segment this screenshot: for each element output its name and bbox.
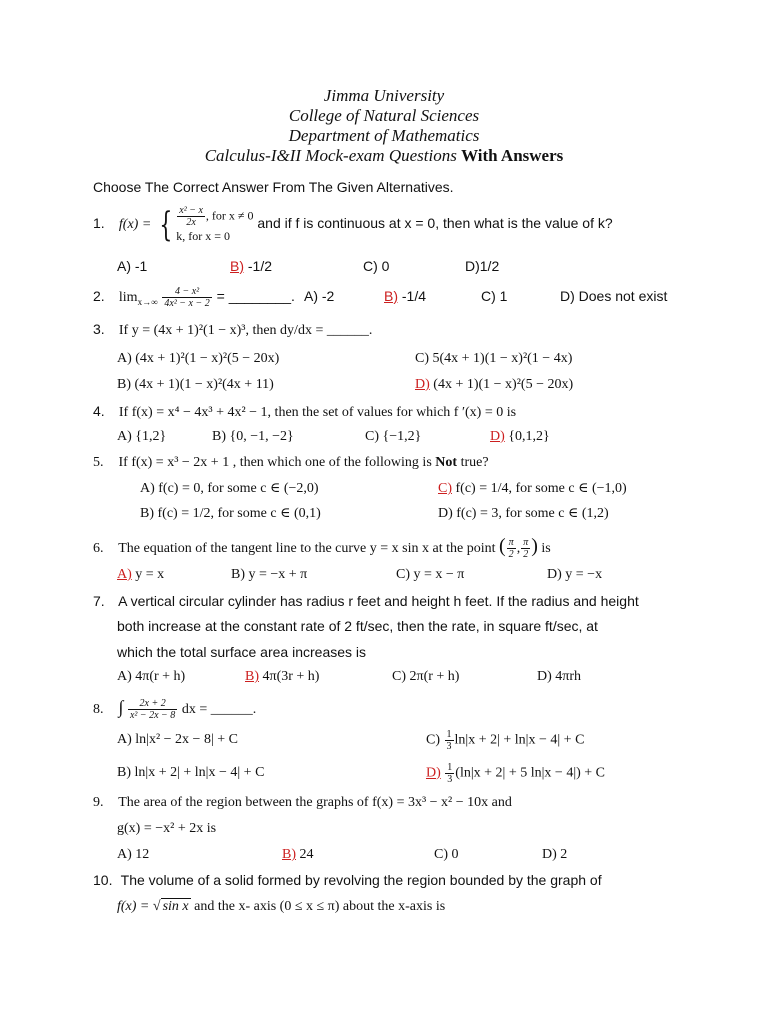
option-c: C) y = x − π bbox=[396, 567, 465, 582]
point-x-num: π bbox=[508, 537, 514, 549]
option-c: C) 0 bbox=[434, 847, 459, 862]
question-number: 7. bbox=[93, 593, 105, 609]
option-d: D) {0,1,2} bbox=[490, 429, 550, 444]
question-10-line-1: The volume of a solid formed by revolving the region bounded by the graph of bbox=[120, 872, 602, 888]
function-label: f(x) = bbox=[117, 899, 153, 914]
option-a: A) y = x bbox=[117, 567, 165, 582]
option-d: D) $\frac{1}{3}$ (ln|x + 2| + 5 ln|x − 4|) + C bbox=[426, 762, 606, 785]
question-number: 8. bbox=[93, 702, 104, 717]
option-d: D) Does not exist bbox=[560, 288, 668, 304]
question-6-text: The equation of the tangent line to the curve y = x sin x at the point bbox=[118, 541, 496, 556]
question-9-line-2: g(x) = −x² + 2x is bbox=[117, 821, 217, 836]
option-a: A) ln|x² − 2x − 8| + C bbox=[117, 732, 238, 747]
option-b: B) {0, −1, −2} bbox=[212, 429, 294, 444]
option-b: B) 24 bbox=[282, 847, 314, 862]
question-10 bbox=[93, 871, 602, 889]
exam-title bbox=[0, 146, 768, 166]
option-d: D)1/2 bbox=[465, 258, 500, 274]
answer-marker: D) bbox=[490, 429, 505, 444]
piece-two: k, for x = 0 bbox=[176, 229, 231, 243]
option-c: C) 1 bbox=[481, 288, 508, 304]
option-a: A) 4π(r + h) bbox=[117, 669, 186, 684]
option-c: C) {−1,2} bbox=[365, 429, 422, 444]
option-b: B) y = −x + π bbox=[231, 567, 308, 582]
option-a: A) {1,2} bbox=[117, 429, 167, 444]
question-2 bbox=[93, 284, 295, 314]
option-b: B) f(c) = 1/2, for some c ∈ (0,1) bbox=[140, 506, 321, 521]
question-number: 2. bbox=[93, 288, 105, 304]
question-8 bbox=[93, 694, 256, 723]
piece-condition: , for x ≠ 0 bbox=[205, 208, 254, 223]
integral-blank: dx = ______. bbox=[181, 702, 257, 717]
option-b: B) -1/4 bbox=[384, 288, 427, 304]
answer-marker: B) bbox=[384, 288, 398, 304]
option-c: C) 5(4x + 1)(1 − x)²(1 − 4x) bbox=[415, 351, 573, 366]
answer-marker: B) bbox=[282, 847, 296, 862]
option-a: A) (4x + 1)²(1 − x)²(5 − 20x) bbox=[117, 351, 280, 366]
question-10-line-2 bbox=[117, 898, 445, 916]
piecewise-cases bbox=[176, 205, 253, 244]
question-10-tail: and the x- axis (0 ≤ x ≤ π) about the x-axis is bbox=[194, 899, 446, 914]
university-name: Jimma University bbox=[323, 86, 445, 105]
option-d: D) y = −x bbox=[547, 567, 603, 582]
option-b: B) -1/2 bbox=[230, 258, 273, 274]
question-7-line-2: both increase at the constant rate of 2 ft/sec, then the rate, in square ft/sec, at bbox=[117, 618, 598, 634]
course-title: Calculus-I&II Mock-exam Questions bbox=[204, 146, 457, 165]
question-7-line-3: which the total surface area increases is bbox=[117, 644, 367, 660]
option-a: A) 12 bbox=[117, 847, 150, 862]
point-y-den: 2 bbox=[523, 549, 529, 561]
option-a: A) -2 bbox=[304, 288, 335, 304]
question-number: 5. bbox=[93, 455, 104, 470]
answer-marker: A) bbox=[117, 567, 132, 582]
option-a: A) f(c) = 0, for some c ∈ (−2,0) bbox=[140, 481, 319, 496]
with-answers-label: With Answers bbox=[461, 146, 564, 165]
point-y-num: π bbox=[523, 537, 529, 549]
question-number: 6. bbox=[93, 541, 104, 556]
limit-symbol: lim bbox=[118, 290, 138, 305]
option-c: C) $\frac{1}{3}$ ln|x + 2| + ln|x − 4| + C bbox=[426, 729, 585, 752]
option-d: D) f(c) = 3, for some c ∈ (1,2) bbox=[438, 506, 609, 521]
limit-blank: = ________. bbox=[216, 288, 295, 304]
question-number: 4. bbox=[93, 403, 105, 419]
option-b: B) 4π(3r + h) bbox=[245, 669, 320, 684]
option-d: D) 2 bbox=[542, 847, 568, 862]
option-d: D) 4πrh bbox=[537, 669, 582, 684]
answer-marker: B) bbox=[245, 669, 259, 684]
question-number: 10. bbox=[93, 872, 113, 888]
piece-numerator: x² − x bbox=[179, 205, 203, 216]
piecewise-brace: { bbox=[159, 204, 173, 245]
limit-denominator: 4x² − x − 2 bbox=[164, 297, 210, 309]
third-den: 3 bbox=[446, 741, 452, 752]
question-7-line-1: A vertical circular cylinder has radius r feet and height h feet. If the radius and height bbox=[118, 593, 639, 609]
limit-numerator: 4 − x² bbox=[162, 286, 211, 298]
question-number: 1. bbox=[93, 215, 105, 232]
sqrt-expression: √ sin x bbox=[152, 899, 189, 914]
question-3-text: If y = (4x + 1)²(1 − x)³, then dy/dx = ______. bbox=[118, 323, 373, 338]
limit-subscript: x→∞ bbox=[137, 296, 158, 307]
answer-marker: D) bbox=[426, 765, 441, 781]
question-5-tail: true? bbox=[460, 455, 489, 470]
document-header bbox=[0, 86, 768, 166]
third-den: 3 bbox=[447, 774, 453, 785]
option-b: B) (4x + 1)(1 − x)²(4x + 11) bbox=[117, 377, 274, 392]
answer-marker: C) bbox=[438, 481, 452, 496]
option-c: C) f(c) = 1/4, for some c ∈ (−1,0) bbox=[438, 481, 627, 496]
option-a: A) -1 bbox=[117, 258, 148, 274]
point-x-den: 2 bbox=[508, 549, 514, 561]
question-number: 9. bbox=[93, 795, 104, 810]
instruction: Choose The Correct Answer From The Given Alternatives. bbox=[93, 179, 454, 195]
college-name: College of Natural Sciences bbox=[288, 106, 480, 125]
question-4-text: If f(x) = x⁴ − 4x³ + 4x² − 1, then the set of values for which f ′(x) = 0 is bbox=[118, 405, 517, 420]
question-4 bbox=[93, 402, 516, 422]
question-9-line-1: The area of the region between the graphs of f(x) = 3x³ − x² − 10x and bbox=[118, 795, 512, 810]
function-label: f(x) = bbox=[118, 217, 155, 233]
question-1-text: and if f is continuous at x = 0, then what is the value of k? bbox=[257, 215, 613, 232]
question-5-text: If f(x) = x³ − 2x + 1 , then which one of the following is bbox=[118, 455, 432, 470]
integrand-denominator: x² − 2x − 8 bbox=[129, 710, 176, 722]
integrand-numerator: 2x + 2 bbox=[128, 698, 177, 710]
question-9 bbox=[93, 794, 512, 812]
not-emphasis: Not bbox=[435, 455, 458, 470]
option-d: D) (4x + 1)(1 − x)²(5 − 20x) bbox=[415, 377, 574, 392]
option-b: B) ln|x + 2| + ln|x − 4| + C bbox=[117, 765, 265, 780]
third-num: 1 bbox=[446, 729, 452, 740]
piece-denominator: 2x bbox=[186, 217, 196, 228]
question-7 bbox=[93, 592, 639, 610]
department-name: Department of Mathematics bbox=[288, 126, 480, 145]
question-1 bbox=[93, 205, 613, 244]
integral-symbol: ∫ bbox=[118, 697, 124, 717]
question-6-tail: is bbox=[541, 541, 551, 556]
option-c: C) 2π(r + h) bbox=[392, 669, 460, 684]
question-3 bbox=[93, 320, 372, 340]
third-num: 1 bbox=[447, 762, 453, 773]
answer-marker: B) bbox=[230, 258, 244, 274]
answer-marker: D) bbox=[415, 377, 430, 392]
question-5 bbox=[93, 454, 489, 472]
option-c: C) 0 bbox=[363, 258, 390, 274]
question-number: 3. bbox=[93, 321, 105, 337]
question-6: 6. The equation of the tangent line to the curve y = x sin x at the point ( $\frac{\pi}{2}$ , $\frac{\pi}{2}$ ) is bbox=[93, 535, 551, 561]
